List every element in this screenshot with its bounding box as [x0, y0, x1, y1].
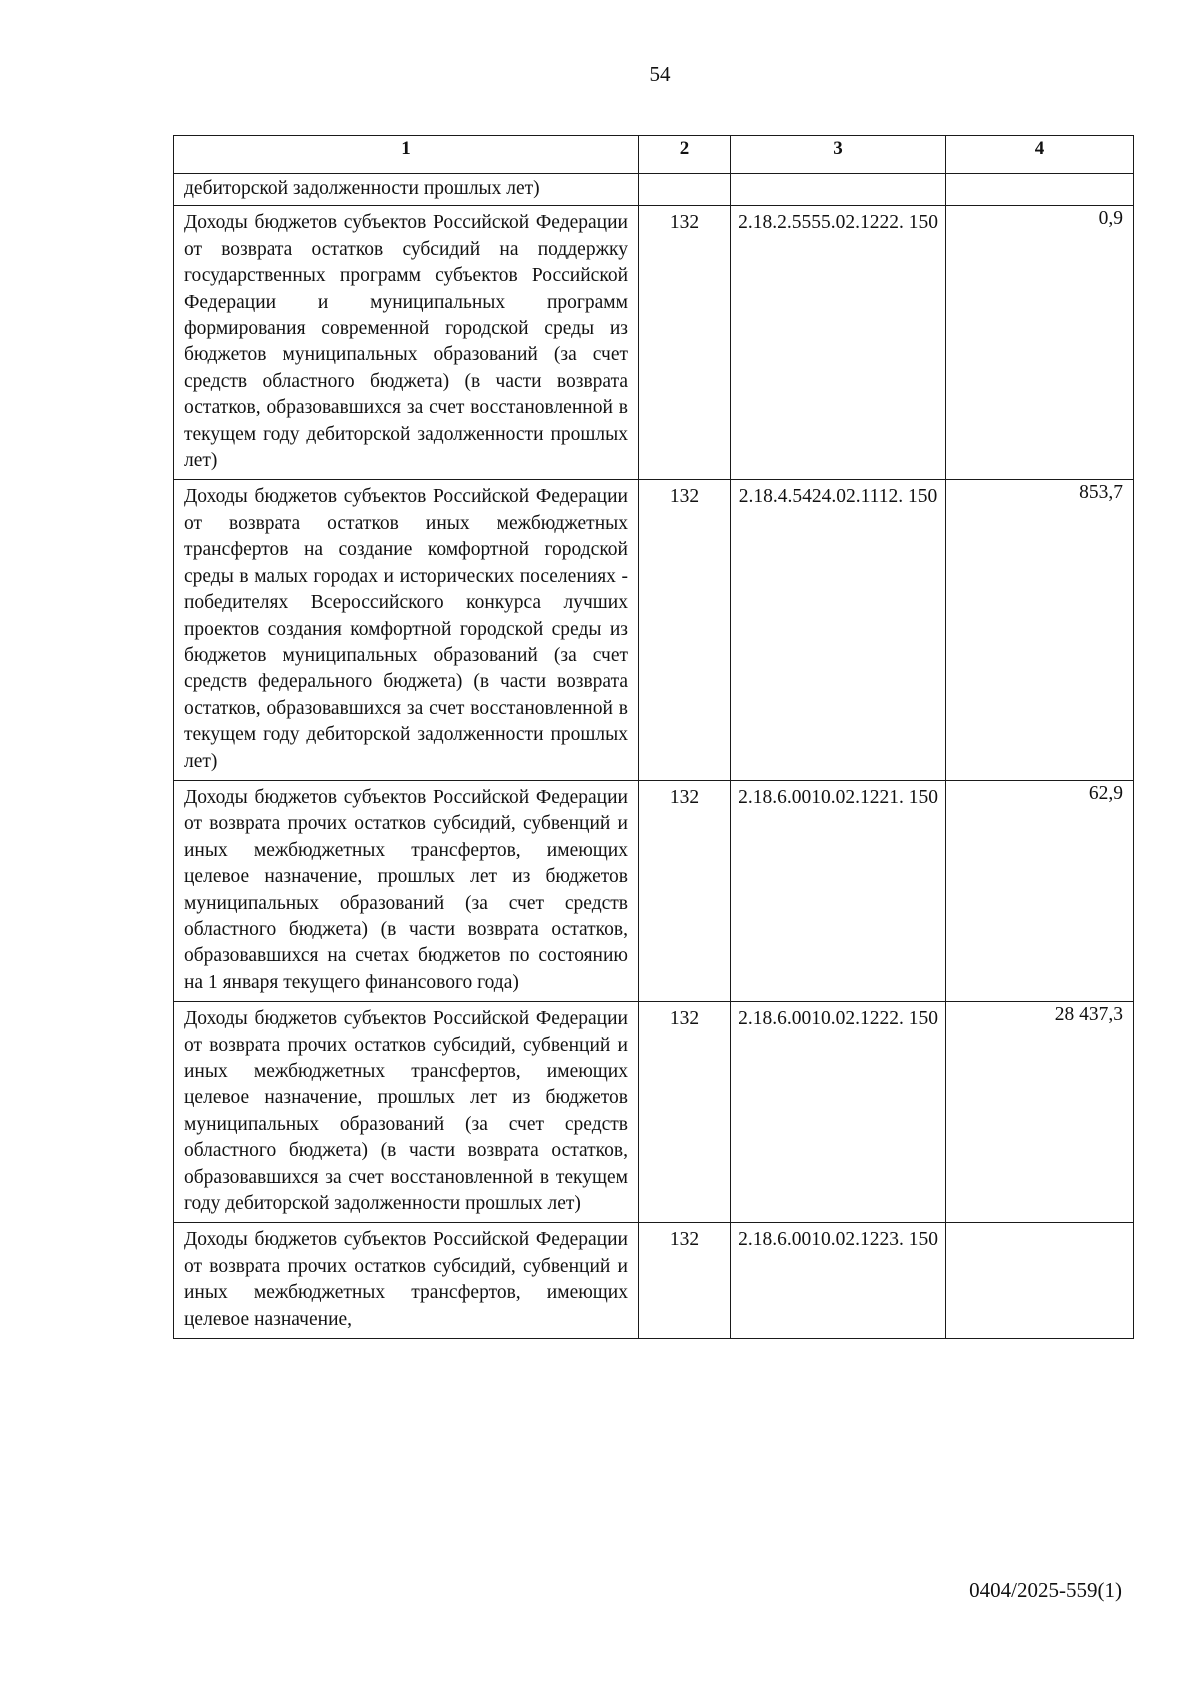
table-row: [174, 780, 1134, 1001]
row-description: Доходы бюджетов субъектов Российской Федерации от возврата прочих остатков субсидий, субвенций и иных межбюджетных трансфертов, имеющих целевое назначение, прошлых лет из бюджетов муниципальных образований (за счет средств областного бюджета) (в части возврата остатков, образовавшихся за счет восстановленной в текущем году дебиторской задолженности прошлых лет): [174, 1002, 639, 1223]
document-id: 0404/2025-559(1): [969, 1578, 1122, 1602]
table-header-row: [174, 136, 1134, 174]
column-header-1: 1: [174, 136, 639, 174]
table-row: [174, 1223, 1134, 1339]
row-budget-code: 2.18.2.5555.02.1222. 150: [731, 206, 946, 480]
row-amount: 28 437,3: [946, 1002, 1134, 1223]
row-description: дебиторской задолженности прошлых лет): [174, 174, 639, 206]
row-budget-code: [731, 174, 946, 206]
row-budget-code: 2.18.6.0010.02.1223. 150: [731, 1223, 946, 1339]
row-admin-code: [639, 174, 731, 206]
row-amount: 62,9: [946, 780, 1134, 1001]
row-budget-code: 2.18.6.0010.02.1222. 150: [731, 1002, 946, 1223]
row-amount: [946, 174, 1134, 206]
row-amount: 0,9: [946, 206, 1134, 480]
table-row: [174, 206, 1134, 480]
row-amount: [946, 1223, 1134, 1339]
row-admin-code: 132: [639, 206, 731, 480]
table-row: [174, 1002, 1134, 1223]
row-admin-code: 132: [639, 780, 731, 1001]
row-description: Доходы бюджетов субъектов Российской Федерации от возврата остатков субсидий на поддержку государственных программ субъектов Российской Федерации и муниципальных программ формирования современной городской среды из бюджетов муниципальных образований (за счет средств областного бюджета) (в части возврата остатков, образовавшихся за счет восстановленной в текущем году дебиторской задолженности прошлых лет): [174, 206, 639, 480]
table-row: [174, 174, 1134, 206]
row-admin-code: 132: [639, 1223, 731, 1339]
column-header-2: 2: [639, 136, 731, 174]
page-number: 54: [649, 62, 671, 86]
row-admin-code: 132: [639, 480, 731, 780]
column-header-4: 4: [946, 136, 1134, 174]
row-budget-code: 2.18.4.5424.02.1112. 150: [731, 480, 946, 780]
row-description: Доходы бюджетов субъектов Российской Федерации от возврата прочих остатков субсидий, субвенций и иных межбюджетных трансфертов, имеющих целевое назначение, прошлых лет из бюджетов муниципальных образований (за счет средств областного бюджета) (в части возврата остатков, образовавшихся на счетах бюджетов по состоянию на 1 января текущего финансового года): [174, 780, 639, 1001]
row-budget-code: 2.18.6.0010.02.1221. 150: [731, 780, 946, 1001]
row-description: Доходы бюджетов субъектов Российской Федерации от возврата остатков иных межбюджетных трансфертов на создание комфортной городской среды в малых городах и исторических поселениях - победителях Всероссийского конкурса лучших проектов создания комфортной городской среды из бюджетов муниципальных образований (за счет средств федерального бюджета) (в части возврата остатков, образовавшихся за счет восстановленной в текущем году дебиторской задолженности прошлых лет): [174, 480, 639, 780]
budget-revenue-table: [173, 135, 1134, 1339]
row-admin-code: 132: [639, 1002, 731, 1223]
row-amount: 853,7: [946, 480, 1134, 780]
row-description: Доходы бюджетов субъектов Российской Федерации от возврата прочих остатков субсидий, субвенций и иных межбюджетных трансфертов, имеющих целевое назначение,: [174, 1223, 639, 1339]
table-row: [174, 480, 1134, 780]
column-header-3: 3: [731, 136, 946, 174]
